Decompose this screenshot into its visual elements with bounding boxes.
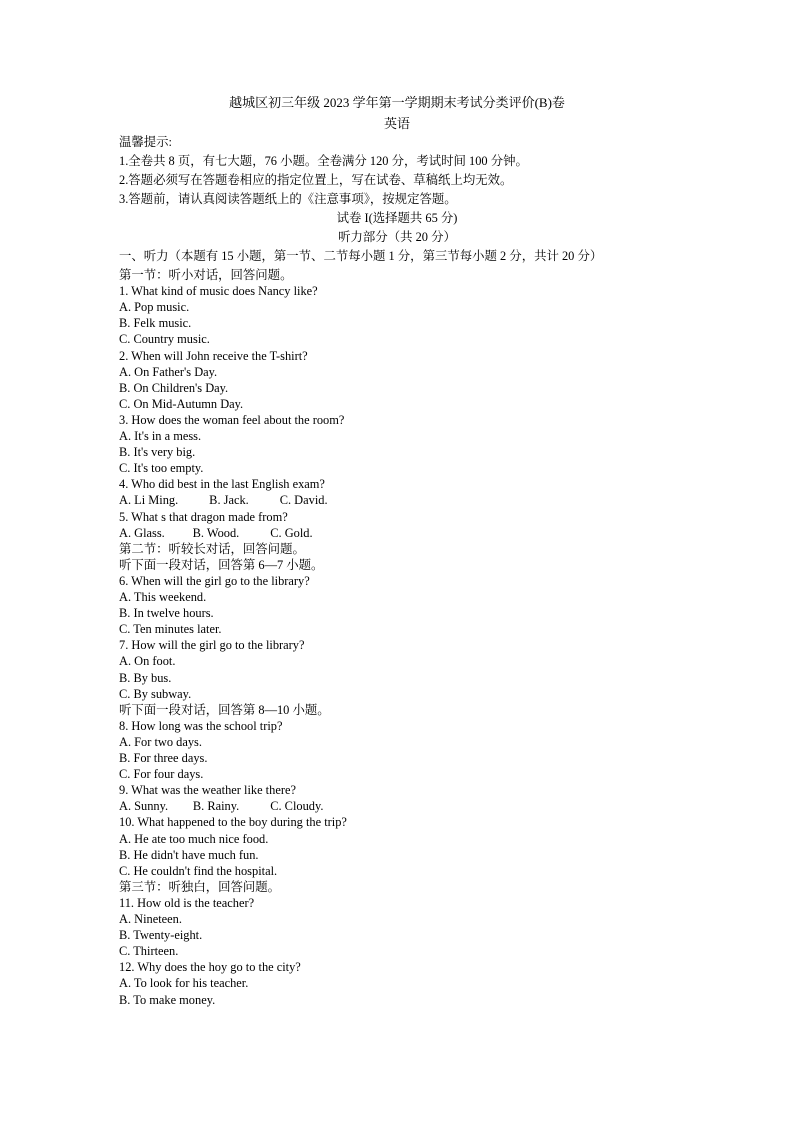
question-line: C. By subway. — [119, 686, 192, 701]
question-line: 第二节：听较长对话，回答问题。 — [119, 541, 305, 556]
tip-item-2: 2.答题必须写在答题卷相应的指定位置上，写在试卷、草稿纸上均无效。 — [119, 173, 513, 187]
question-line: B. Felk music. — [119, 316, 192, 331]
question-line: C. For four days. — [119, 767, 204, 782]
question-line: 4. Who did best in the last English exam? — [119, 477, 325, 492]
question-line: A. It's in a mess. — [119, 429, 202, 443]
part-title: 试卷 I(选择题共 65 分) — [336, 211, 458, 225]
question-line: B. By bus. — [119, 670, 172, 685]
question-line: 7. How will the girl go to the library? — [119, 638, 305, 653]
question-line: 12. Why does the hoy go to the city? — [119, 960, 301, 975]
question-line: C. On Mid-Autumn Day. — [119, 396, 244, 411]
question-line: 11. How old is the teacher? — [119, 895, 255, 910]
question-line: 5. What s that dragon made from? — [119, 509, 288, 524]
question-line: A. On foot. — [119, 654, 176, 669]
question-line: A. This weekend. — [119, 590, 207, 604]
question-line: C. Ten minutes later. — [119, 622, 222, 637]
question-line: 9. What was the weather like there? — [119, 783, 296, 798]
question-line: A. Nineteen. — [119, 912, 182, 926]
question-line: A. Li Ming. B. Jack. C. David. — [119, 493, 328, 508]
question-line: C. Thirteen. — [119, 944, 179, 959]
question-line: 1. What kind of music does Nancy like? — [119, 284, 318, 299]
question-line: 2. When will John receive the T-shirt? — [119, 348, 308, 363]
question-line: A. To look for his teacher. — [119, 976, 249, 991]
question-line: B. To make money. — [119, 992, 216, 1007]
question-line: C. Country music. — [119, 332, 210, 347]
question-line: 3. How does the woman feel about the room? — [119, 412, 345, 427]
tip-item-1: 1.全卷共 8 页，有七大题，76 小题。全卷满分 120 分，考试时间 100 分钟。 — [119, 154, 528, 168]
question-line: A. Glass. B. Wood. C. Gold. — [119, 525, 313, 540]
section-one-heading: 一、听力（本题有 15 小题，第一节、二节每小题 1 分，第三节每小题 2 分，共计 20 分） — [119, 249, 603, 263]
question-line: 第一节：听小对话，回答问题。 — [119, 268, 293, 282]
tips-heading: 温馨提示: — [119, 135, 173, 149]
question-line: B. He didn't have much fun. — [119, 847, 259, 862]
exam-subject: 英语 — [383, 116, 410, 131]
question-line: C. It's too empty. — [119, 461, 204, 476]
question-line: 听下面一段对话，回答第 6—7 小题。 — [119, 557, 324, 572]
question-line: A. Pop music. — [119, 300, 190, 315]
question-line: B. For three days. — [119, 751, 208, 765]
question-line: B. Twenty-eight. — [119, 928, 203, 943]
question-line: 8. How long was the school trip? — [119, 718, 283, 733]
question-line: B. On Children's Day. — [119, 380, 229, 395]
question-line: 第三节：听独白，回答问题。 — [119, 879, 281, 894]
tip-item-3: 3.答题前，请认真阅读答题纸上的《注意事项》，按规定答题。 — [119, 192, 457, 206]
question-line: C. He couldn't find the hospital. — [119, 863, 278, 878]
exam-title: 越城区初三年级 2023 学年第一学期期末考试分类评价(B)卷 — [229, 95, 565, 110]
question-line: A. On Father's Day. — [119, 364, 218, 379]
question-line: A. For two days. — [119, 734, 202, 749]
listening-title: 听力部分（共 20 分） — [338, 230, 456, 244]
question-line: 6. When will the girl go to the library? — [119, 573, 310, 588]
question-line: A. Sunny. B. Rainy. C. Cloudy. — [119, 799, 324, 814]
question-line: 听下面一段对话，回答第 8—10 小题。 — [119, 702, 330, 717]
question-line: 10. What happened to the boy during the trip? — [119, 815, 347, 830]
question-line: B. In twelve hours. — [119, 606, 214, 621]
question-line: A. He ate too much nice food. — [119, 831, 269, 846]
question-line: B. It's very big. — [119, 445, 196, 460]
